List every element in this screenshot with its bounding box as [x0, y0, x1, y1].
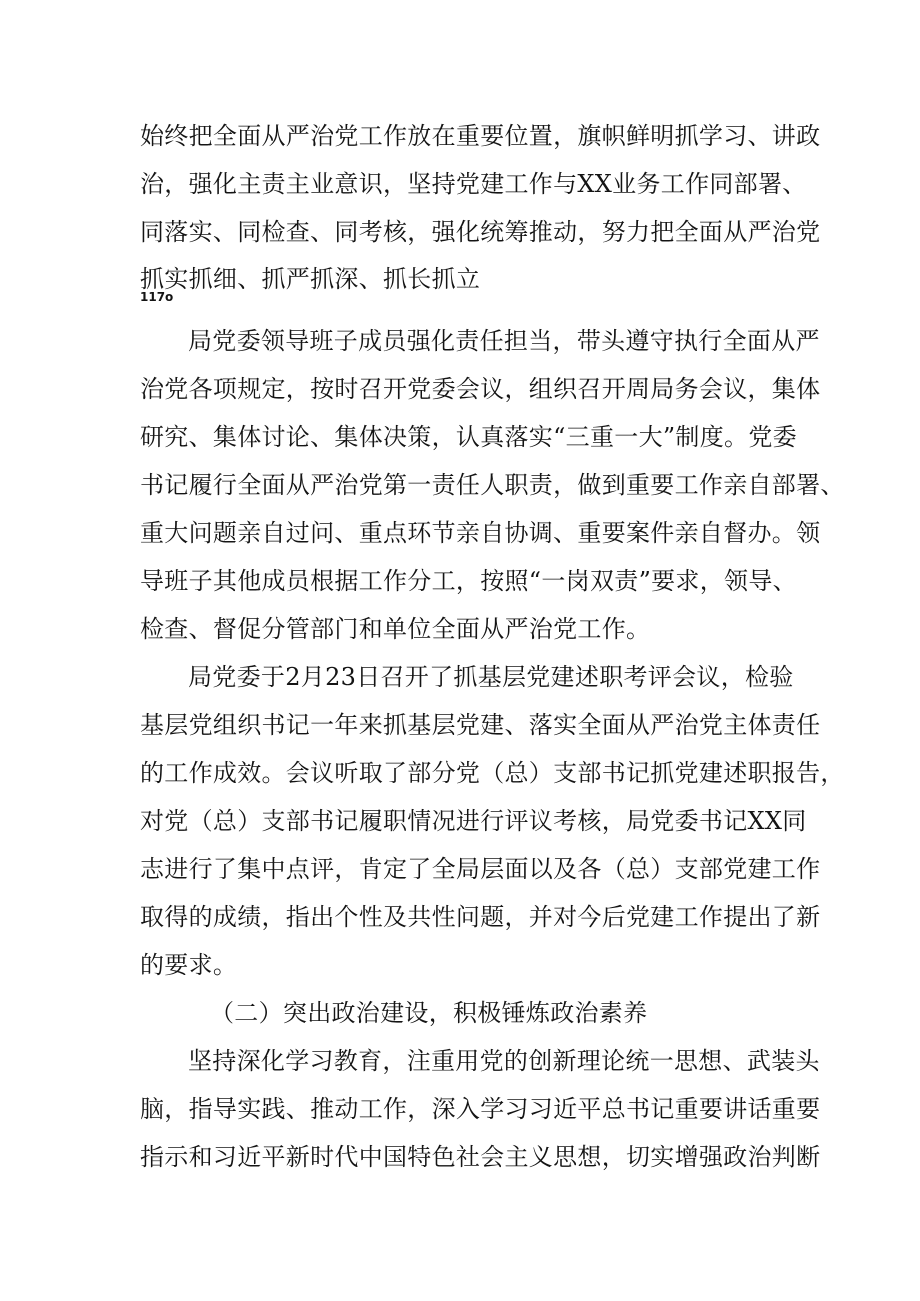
paragraph-line: 坚持深化学习教育，注重用党的创新理论统一思想、武装头 — [188, 1047, 820, 1075]
paragraph-line: 研究、集体讨论、集体决策，认真落实“三重一大”制度。党委 — [140, 423, 797, 451]
paragraph-line: 检查、督促分管部门和单位全面从严治党工作。 — [140, 615, 651, 643]
page-marker: 117o — [140, 290, 174, 304]
paragraph-line: 治党各项规定，按时召开党委会议，组织召开周局务会议，集体 — [140, 375, 821, 403]
paragraph-line: 对党（总）支部书记履职情况进行评议考核，局党委书记XX同 — [140, 807, 807, 835]
paragraph-line: 抓实抓细、抓严抓深、抓长抓立 — [140, 265, 481, 293]
paragraph-line: 的工作成效。会议听取了部分党（总）支部书记抓党建述职报告， — [140, 759, 845, 787]
paragraph-line: 取得的成绩，指出个性及共性问题，并对今后党建工作提出了新 — [140, 903, 821, 931]
paragraph-line: 始终把全面从严治党工作放在重要位置，旗帜鲜明抓学习、讲政 — [140, 122, 821, 150]
paragraph-line: 基层党组织书记一年来抓基层党建、落实全面从严治党主体责任 — [140, 711, 821, 739]
paragraph-line: 指示和习近平新时代中国特色社会主义思想，切实增强政治判断 — [140, 1143, 821, 1171]
paragraph-line: 局党委领导班子成员强化责任担当，带头遵守执行全面从严 — [188, 327, 820, 355]
section-heading: （二）突出政治建设，积极锤炼政治素养 — [210, 999, 648, 1027]
paragraph-line: 局党委于2月23日召开了抓基层党建述职考评会议，检验 — [188, 663, 794, 691]
paragraph-line: 脑，指导实践、推动工作，深入学习习近平总书记重要讲话重要 — [140, 1095, 821, 1123]
paragraph-line: 的要求。 — [140, 951, 238, 979]
paragraph-line: 志进行了集中点评，肯定了全局层面以及各（总）支部党建工作 — [140, 855, 821, 883]
paragraph-line: 治，强化主责主业意识，坚持党建工作与XX业务工作同部署、 — [140, 170, 807, 198]
paragraph-line: 导班子其他成员根据工作分工，按照“一岗双责”要求，领导、 — [140, 567, 797, 595]
paragraph-line: 同落实、同检查、同考核，强化统筹推动，努力把全面从严治党 — [140, 218, 821, 246]
paragraph-line: 重大问题亲自过问、重点环节亲自协调、重要案件亲自督办。领 — [140, 519, 821, 547]
paragraph-line: 书记履行全面从严治党第一责任人职责，做到重要工作亲自部署、 — [140, 471, 845, 499]
